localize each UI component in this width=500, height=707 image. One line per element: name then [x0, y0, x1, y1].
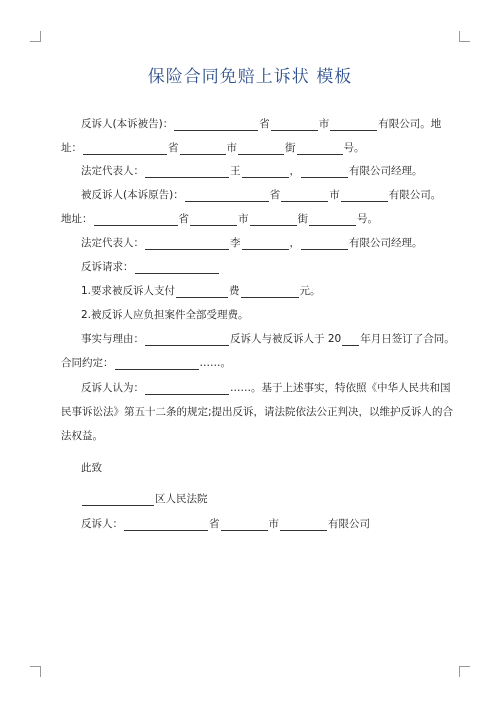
rep-surname: 李 [230, 237, 241, 249]
company-text: 有限公司 [328, 518, 370, 530]
blank-field[interactable] [83, 143, 167, 155]
blank-field[interactable] [145, 383, 229, 395]
agreement-line [61, 356, 231, 370]
fee-text: 费 [229, 285, 240, 297]
blank-field[interactable] [190, 214, 237, 226]
blank-field[interactable] [135, 262, 219, 274]
signer-label: 反诉人： [81, 518, 123, 530]
facts-label: 事实与理由： [81, 333, 144, 345]
city-text: 市 [268, 518, 279, 530]
blank-field[interactable] [301, 166, 348, 178]
city-text: 市 [318, 118, 330, 130]
blank-field[interactable] [115, 358, 199, 370]
city-text: 市 [226, 142, 237, 154]
province-text: 省 [259, 118, 270, 130]
corner-mark-top-right [459, 31, 470, 42]
comma-text: ， [289, 237, 300, 249]
respondent-rep-line [81, 236, 423, 250]
blank-field[interactable] [145, 334, 229, 346]
salutation-line [81, 461, 102, 475]
blank-field[interactable] [242, 166, 289, 178]
address-label: 址： [61, 142, 82, 154]
blank-field[interactable] [174, 119, 258, 131]
blank-field[interactable] [176, 286, 228, 298]
rep-label: 法定代表人： [81, 237, 144, 249]
blank-field[interactable] [341, 190, 388, 202]
blank-field[interactable] [124, 519, 208, 531]
rep-surname: 王 [230, 165, 241, 177]
blank-field[interactable] [94, 214, 178, 226]
street-text: 街 [297, 213, 308, 225]
blank-field[interactable] [221, 519, 268, 531]
rep-title: 有限公司经理。 [349, 237, 423, 249]
blank-field[interactable] [238, 143, 284, 155]
court-text: 区人民法院 [155, 493, 208, 505]
company-text: 有限公司。地 [378, 118, 442, 130]
claim-item-1 [81, 284, 321, 298]
claim-item-2 [81, 308, 249, 322]
claims-line [81, 260, 220, 274]
blank-field[interactable] [145, 166, 229, 178]
blank-field[interactable] [342, 334, 359, 346]
city-text: 市 [329, 189, 340, 201]
province-text: 省 [209, 518, 220, 530]
argument-label: 反诉人认为： [81, 382, 144, 394]
counterclaimant-label: 反诉人(本诉被告)： [81, 118, 174, 130]
ellipsis-text: ……。 [199, 357, 231, 369]
counterclaimant-line [81, 117, 441, 131]
number-text: 号。 [343, 142, 365, 154]
corner-mark-top-left [30, 31, 41, 42]
corner-mark-bottom-left [30, 666, 41, 677]
argument-line [81, 381, 451, 395]
argument-text: 民事诉讼法》第五十二条的规定;提出反诉，请法院依法公正判决，以维护反诉人的合 [61, 406, 454, 418]
respondent-label: 被反诉人(本诉原告)： [81, 189, 184, 201]
claim-text: 1.要求被反诉人支付 [81, 285, 176, 297]
province-text: 省 [269, 189, 281, 201]
number-text: 号。 [357, 213, 378, 225]
claim-text: 2.被反诉人应负担案件全部受理费。 [81, 309, 249, 321]
blank-field[interactable] [82, 494, 154, 506]
blank-field[interactable] [250, 214, 297, 226]
blank-field[interactable] [242, 238, 289, 250]
street-text: 街 [285, 142, 296, 154]
claims-label: 反诉请求： [81, 261, 134, 273]
document-title: 保险合同免赔上诉状 模板 [147, 67, 353, 87]
argument-text: ……。基于上述事实，特依照《中华人民共和国 [230, 382, 451, 394]
salutation-text: 此致 [81, 462, 102, 474]
blank-field[interactable] [241, 286, 299, 298]
counterclaimant-rep-line [81, 164, 423, 178]
blank-field[interactable] [281, 190, 328, 202]
blank-field[interactable] [180, 143, 226, 155]
blank-field[interactable] [309, 214, 356, 226]
argument-line-2 [61, 405, 453, 419]
facts-text: 反诉人与被反诉人于 20 [230, 333, 342, 345]
blank-field[interactable] [271, 119, 318, 131]
blank-field[interactable] [145, 238, 229, 250]
blank-field[interactable] [280, 519, 327, 531]
signer-line [81, 517, 370, 531]
province-text: 省 [168, 142, 179, 154]
blank-field[interactable] [330, 119, 377, 131]
blank-field[interactable] [297, 143, 343, 155]
argument-text: 法权益。 [61, 430, 103, 442]
court-line [81, 492, 208, 506]
blank-field[interactable] [185, 190, 269, 202]
facts-text: 年月日签订了合同。 [360, 333, 455, 345]
argument-line-3 [61, 429, 103, 443]
province-text: 省 [178, 213, 189, 225]
corner-mark-bottom-right [459, 666, 470, 677]
rep-title: 有限公司经理。 [349, 165, 423, 177]
address-label: 地址： [61, 213, 93, 225]
counterclaimant-address-line [61, 141, 365, 155]
blank-field[interactable] [301, 238, 348, 250]
city-text: 市 [238, 213, 249, 225]
yuan-text: 元。 [299, 285, 321, 297]
agreement-label: 合同约定： [61, 357, 114, 369]
comma-text: ， [289, 165, 300, 177]
respondent-line [81, 188, 441, 202]
company-text: 有限公司。 [388, 189, 442, 201]
rep-label: 法定代表人： [81, 165, 144, 177]
respondent-address-line [61, 212, 378, 226]
facts-line [81, 332, 455, 346]
